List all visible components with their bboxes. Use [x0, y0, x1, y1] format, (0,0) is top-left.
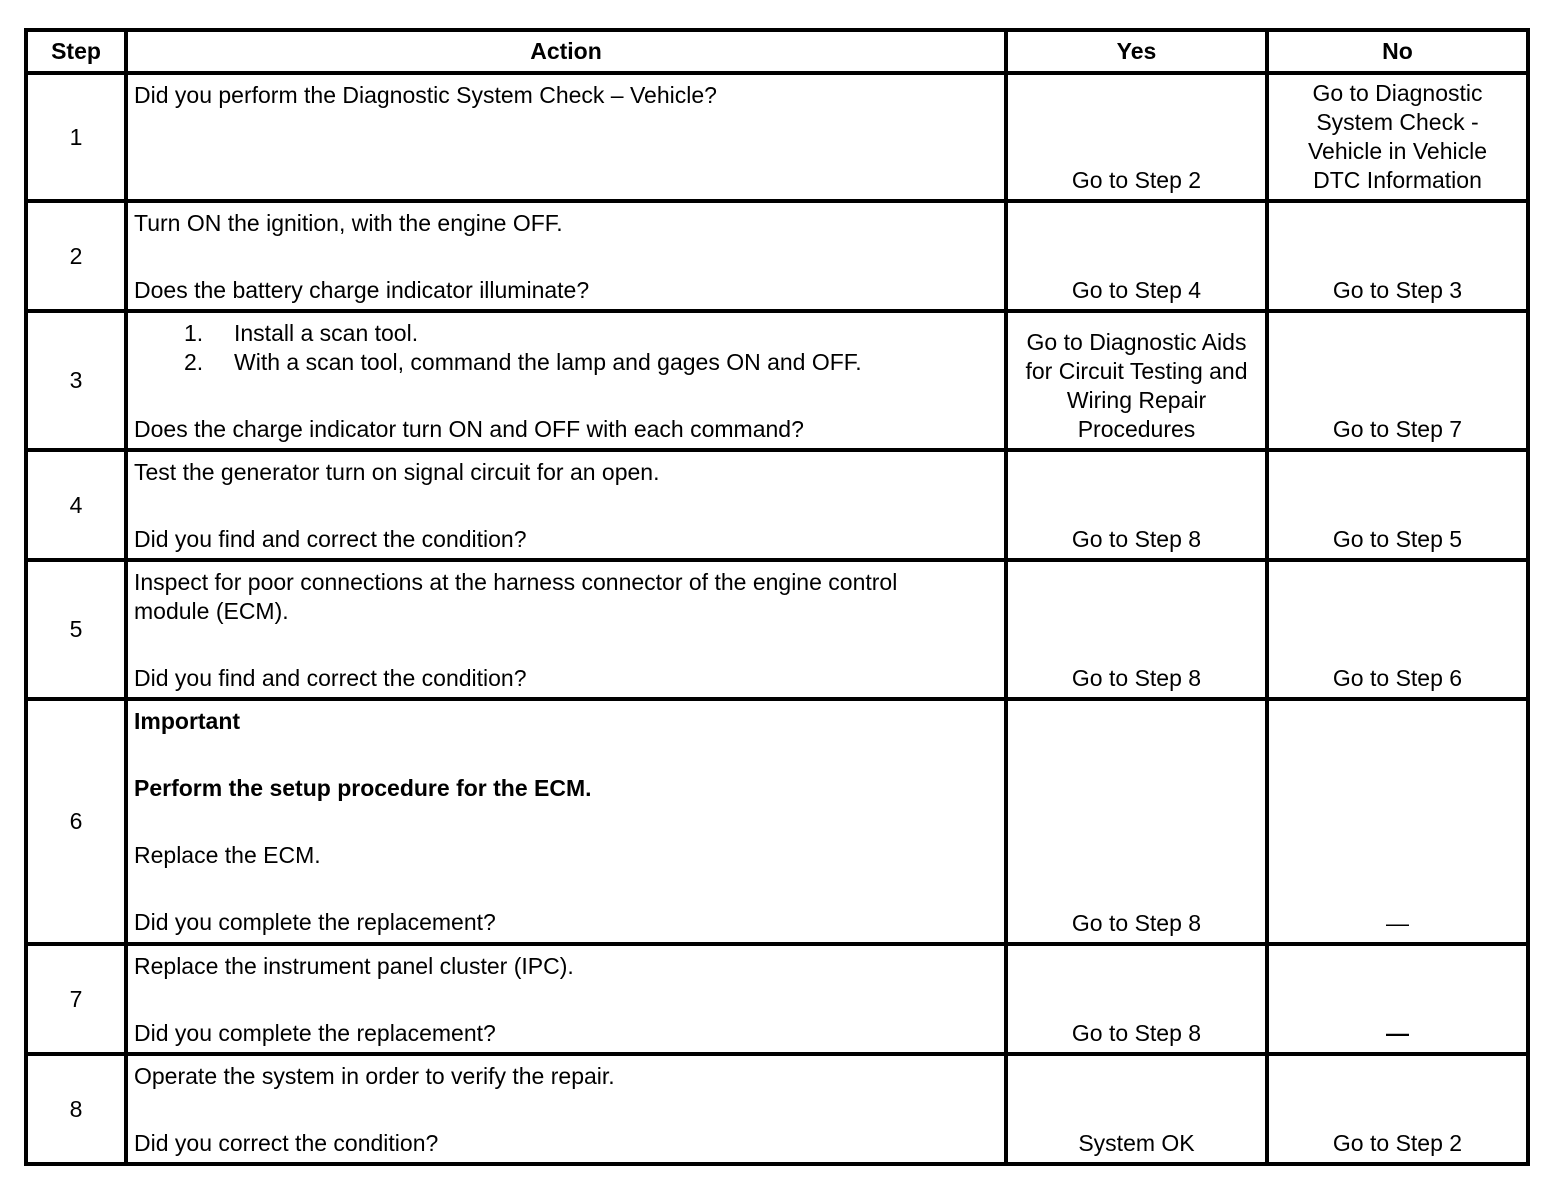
action-cell — [126, 944, 1006, 1054]
list-item-text: Install a scan tool. — [234, 320, 419, 346]
no-text — [1273, 79, 1522, 195]
yes-text: Go to Step 8 — [1071, 665, 1202, 691]
table-row — [26, 450, 1528, 560]
table-row — [26, 699, 1528, 944]
action-text: Inspect for poor connections at the harness connector of the engine control — [134, 569, 898, 595]
no-text: — — [1386, 1020, 1409, 1046]
no-text-line: Vehicle in Vehicle — [1307, 138, 1487, 164]
no-cell — [1267, 560, 1528, 699]
yes-text-line: Wiring Repair — [1066, 387, 1207, 413]
important-heading: Important — [134, 708, 241, 734]
list-item — [134, 348, 996, 377]
action-text: Replace the ECM. — [134, 842, 321, 868]
no-cell — [1267, 450, 1528, 560]
action-text: Replace the instrument panel cluster (IPC). — [134, 953, 574, 979]
no-cell — [1267, 1054, 1528, 1164]
yes-cell — [1006, 699, 1267, 944]
no-cell — [1267, 201, 1528, 311]
step-number: 4 — [26, 450, 126, 560]
yes-cell — [1006, 1054, 1267, 1164]
action-text: Test the generator turn on signal circuit for an open. — [134, 459, 660, 485]
no-cell — [1267, 311, 1528, 450]
yes-cell — [1006, 311, 1267, 450]
action-cell — [126, 311, 1006, 450]
header-action: Action — [126, 30, 1006, 73]
no-text: Go to Step 2 — [1332, 1130, 1463, 1156]
step-number: 8 — [26, 1054, 126, 1164]
action-cell — [126, 560, 1006, 699]
header-yes: Yes — [1006, 30, 1267, 73]
action-cell — [126, 699, 1006, 944]
no-cell — [1267, 944, 1528, 1054]
yes-text: Go to Step 8 — [1071, 910, 1202, 936]
no-text: Go to Step 3 — [1332, 277, 1463, 303]
action-question: Did you find and correct the condition? — [134, 665, 527, 691]
yes-text-line: for Circuit Testing and — [1025, 358, 1248, 384]
action-text: Turn ON the ignition, with the engine OFF. — [134, 210, 563, 236]
action-question: Did you correct the condition? — [134, 1130, 439, 1156]
action-question: Did you complete the replacement? — [134, 909, 496, 935]
step-number: 3 — [26, 311, 126, 450]
header-row — [26, 30, 1528, 73]
yes-cell — [1006, 944, 1267, 1054]
yes-text — [1012, 328, 1261, 444]
table-row — [26, 73, 1528, 201]
table-row — [26, 311, 1528, 450]
step-number: 2 — [26, 201, 126, 311]
yes-text: Go to Step 4 — [1071, 277, 1202, 303]
action-question: Did you find and correct the condition? — [134, 526, 527, 552]
important-text: Perform the setup procedure for the ECM. — [134, 775, 592, 801]
step-number: 1 — [26, 73, 126, 201]
header-step: Step — [26, 30, 126, 73]
no-text-line: DTC Information — [1313, 167, 1482, 193]
action-text: Operate the system in order to verify the repair. — [134, 1063, 615, 1089]
table-row — [26, 201, 1528, 311]
yes-text-line: Procedures — [1077, 416, 1196, 442]
action-text: Did you perform the Diagnostic System Check – Vehicle? — [134, 82, 717, 108]
no-text: Go to Step 7 — [1332, 416, 1463, 442]
list-item — [134, 319, 996, 348]
action-question: Did you complete the replacement? — [134, 1020, 496, 1046]
header-no: No — [1267, 30, 1528, 73]
action-cell — [126, 73, 1006, 201]
action-cell — [126, 450, 1006, 560]
yes-cell — [1006, 201, 1267, 311]
step-number: 5 — [26, 560, 126, 699]
table-row — [26, 1054, 1528, 1164]
yes-cell — [1006, 450, 1267, 560]
list-item-text: With a scan tool, command the lamp and gages ON and OFF. — [234, 349, 862, 375]
list-item-number: 1. — [184, 320, 204, 346]
no-text: Go to Step 6 — [1332, 665, 1463, 691]
list-item-number: 2. — [184, 349, 204, 375]
no-cell — [1267, 699, 1528, 944]
action-cell — [126, 1054, 1006, 1164]
action-cell — [126, 201, 1006, 311]
no-cell — [1267, 73, 1528, 201]
table-row — [26, 560, 1528, 699]
yes-text: Go to Step 2 — [1071, 167, 1202, 193]
no-text: Go to Step 5 — [1332, 526, 1463, 552]
action-text: module (ECM). — [134, 598, 289, 624]
yes-text-line: Go to Diagnostic Aids — [1026, 329, 1247, 355]
step-number: 6 — [26, 699, 126, 944]
action-question: Does the battery charge indicator illuminate? — [134, 277, 590, 303]
diagnostic-table — [24, 28, 1530, 1166]
table-row — [26, 944, 1528, 1054]
yes-text: Go to Step 8 — [1071, 1020, 1202, 1046]
no-text-line: System Check - — [1316, 109, 1479, 135]
action-question: Does the charge indicator turn ON and OFF with each command? — [134, 416, 804, 442]
yes-cell — [1006, 73, 1267, 201]
yes-cell — [1006, 560, 1267, 699]
yes-text: System OK — [1078, 1130, 1195, 1156]
no-text: — — [1386, 910, 1409, 936]
no-text-line: Go to Diagnostic — [1312, 80, 1483, 106]
step-number: 7 — [26, 944, 126, 1054]
yes-text: Go to Step 8 — [1071, 526, 1202, 552]
